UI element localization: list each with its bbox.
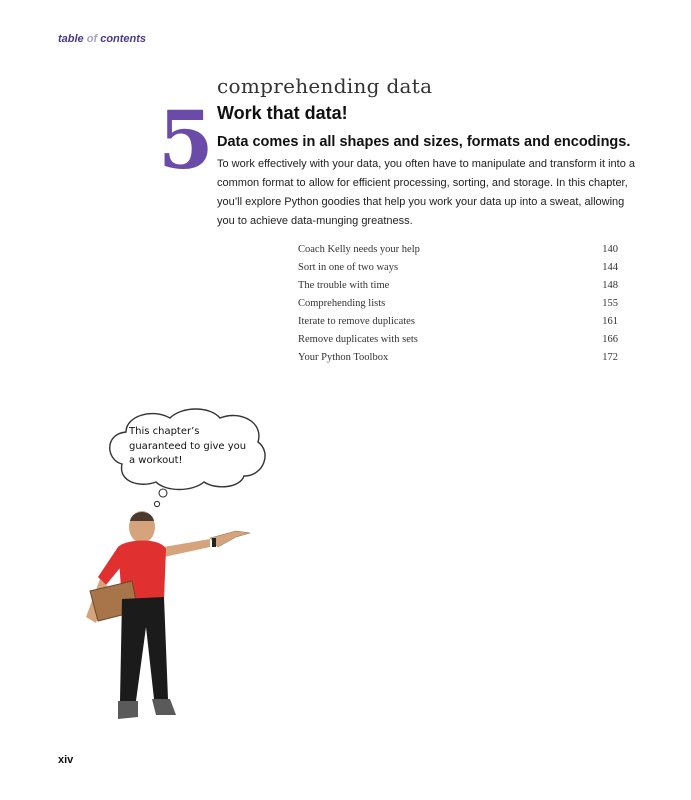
thought-bubble-line: guaranteed to give you	[129, 440, 247, 452]
thought-bubble-text	[129, 425, 254, 469]
toc-entry[interactable]	[298, 313, 618, 331]
toc-entry-title: Comprehending lists	[298, 298, 386, 309]
coach-pointing-illustration	[60, 505, 260, 730]
toc-entry[interactable]	[298, 331, 618, 349]
toc-entry[interactable]	[298, 295, 618, 313]
toc-entry[interactable]	[298, 259, 618, 277]
thought-bubble-line: a workout!	[129, 455, 183, 466]
toc-entry-title: Sort in one of two ways	[298, 262, 399, 273]
toc-entry-page: 172	[602, 352, 618, 363]
toc-entry-page: 140	[602, 244, 618, 255]
toc-entry-page: 161	[602, 316, 618, 327]
toc-entry-title: Your Python Toolbox	[298, 352, 389, 363]
thought-bubble-line: This chapter’s	[129, 426, 200, 437]
running-header	[58, 33, 146, 45]
toc-entry-title: Coach Kelly needs your help	[298, 244, 420, 255]
toc-entry-title: Iterate to remove duplicates	[298, 316, 415, 327]
toc-list	[298, 241, 618, 367]
toc-entry-page: 148	[602, 280, 618, 291]
chapter-number: 5	[158, 93, 214, 187]
toc-entry-page: 166	[602, 334, 618, 345]
toc-entry[interactable]	[298, 241, 618, 259]
running-header-word-contents: contents	[100, 33, 147, 45]
chapter-description: To work effectively with your data, you often have to manipulate and transform it into a common format to allow for efficient processing, sorting, and storage. In this chapter, you’ll explore Python goodies that help you work your data up into a sweat, allowing you to achieve data-munging greatness.	[217, 158, 636, 227]
toc-entry[interactable]	[298, 277, 618, 295]
chapter-lead: Data comes in all shapes and sizes, formats and encodings.	[217, 134, 631, 150]
page-number: xiv	[58, 754, 74, 766]
chapter-title: Work that data!	[217, 103, 348, 123]
toc-entry[interactable]	[298, 349, 618, 367]
running-header-word-of: of	[86, 33, 98, 45]
running-header-word-table: table	[58, 33, 84, 45]
toc-entry-title: The trouble with time	[298, 280, 390, 291]
toc-entry-page: 144	[602, 262, 618, 273]
toc-entry-title: Remove duplicates with sets	[298, 334, 418, 345]
chapter-kicker: comprehending data	[217, 74, 433, 98]
toc-entry-page: 155	[602, 298, 618, 309]
